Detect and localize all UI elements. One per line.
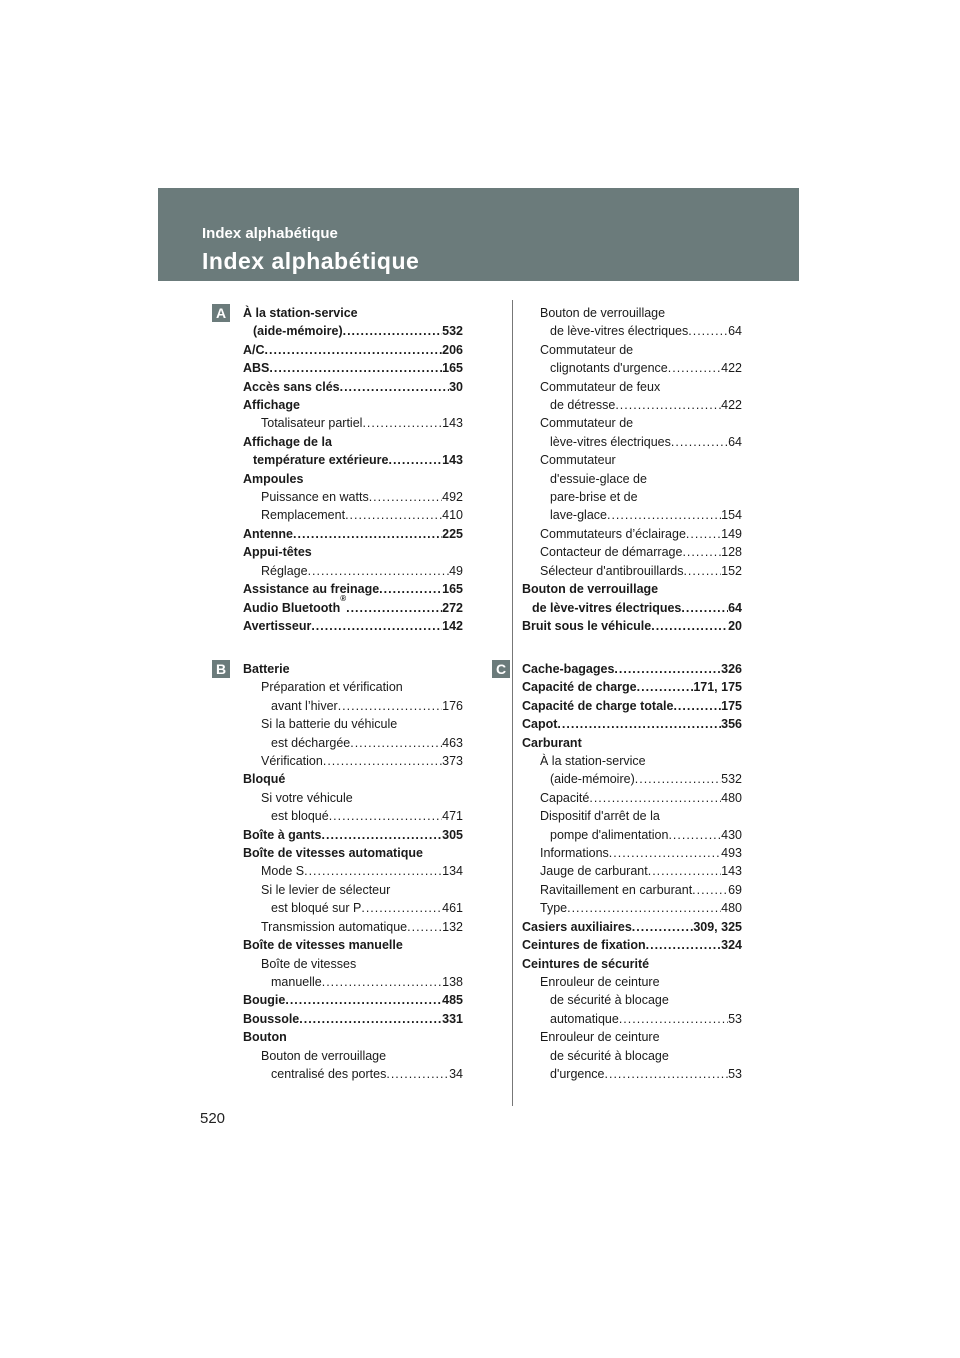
index-term: Réglage	[261, 563, 308, 578]
index-page-ref: 373	[442, 754, 463, 769]
index-term: Ceintures de sécurité	[522, 956, 650, 971]
index-entry	[243, 715, 463, 733]
index-page-ref: 69	[728, 882, 742, 897]
index-term: lave-glace	[550, 508, 607, 523]
index-term: Enrouleur de ceinture	[540, 1030, 660, 1045]
index-term: Audio Bluetooth	[243, 600, 341, 615]
leader-dots	[683, 562, 721, 580]
index-term: Si le levier de sélecteur	[261, 882, 391, 897]
leader-dots	[681, 599, 728, 617]
index-term: Informations	[540, 846, 609, 861]
index-page-ref: 532	[721, 772, 742, 787]
leader-dots	[688, 322, 728, 340]
index-term: A/C	[243, 342, 265, 357]
index-entry	[243, 826, 463, 844]
index-entry	[243, 359, 463, 377]
index-term: Bouton de verrouillage	[540, 306, 666, 320]
index-term: ABS	[243, 361, 270, 376]
index-entry	[243, 414, 463, 432]
index-page-ref: 331	[442, 1011, 463, 1026]
index-page-ref: 165	[442, 582, 463, 597]
index-entry	[522, 1065, 742, 1083]
index-entry	[243, 678, 463, 696]
index-page-ref: 64	[728, 600, 742, 615]
header-subtitle: Index alphabétique	[202, 225, 338, 242]
index-entry	[243, 1047, 463, 1065]
index-entry	[522, 543, 742, 561]
index-entry	[243, 973, 463, 991]
leader-dots	[635, 770, 721, 788]
index-term: Sélecteur d'antibrouillards	[540, 563, 684, 578]
index-term: avant l’hiver	[271, 698, 338, 713]
index-page-ref: 64	[728, 434, 742, 449]
index-term: Boîte de vitesses	[261, 956, 357, 971]
index-entry	[522, 359, 742, 377]
index-term: Ceintures de fixation	[522, 938, 646, 953]
leader-dots	[589, 789, 721, 807]
index-entry	[243, 955, 463, 973]
index-entry	[522, 660, 742, 678]
leader-dots	[343, 322, 443, 340]
index-entry	[243, 734, 463, 752]
leader-dots	[651, 617, 728, 635]
index-term: Transmission automatique	[261, 919, 408, 934]
index-page-ref: 143	[442, 453, 463, 468]
index-entry	[243, 470, 463, 488]
index-entry	[243, 918, 463, 936]
index-page-ref: 143	[721, 864, 742, 879]
index-term: Appui-têtes	[243, 545, 312, 560]
header-title: Index alphabétique	[202, 248, 420, 274]
index-page-ref: 165	[442, 361, 463, 376]
index-term: (aide-mémoire)	[550, 772, 635, 787]
index-page-ref: 471	[442, 809, 463, 824]
leader-dots	[692, 881, 728, 899]
index-term: Bruit sous le véhicule	[522, 618, 652, 633]
index-entry	[243, 697, 463, 715]
index-entry	[243, 593, 463, 617]
index-term: d'urgence	[550, 1066, 605, 1081]
leader-dots	[407, 918, 442, 936]
index-entry	[243, 506, 463, 524]
index-term: manuelle	[271, 974, 322, 989]
index-term: Boussole	[243, 1011, 300, 1026]
index-entry	[243, 991, 463, 1009]
index-page-ref: 480	[721, 790, 742, 805]
index-entry	[522, 1047, 742, 1065]
index-section-c	[522, 660, 742, 1083]
index-term: est bloqué sur P	[271, 901, 362, 916]
index-entry	[243, 433, 463, 451]
leader-dots	[605, 1065, 729, 1083]
index-entry	[522, 433, 742, 451]
leader-dots	[607, 506, 721, 524]
index-entry	[243, 525, 463, 543]
index-entry	[522, 899, 742, 917]
section-letter-c: C	[492, 660, 510, 678]
leader-dots	[308, 562, 450, 580]
index-entry	[522, 752, 742, 770]
index-entry	[522, 506, 742, 524]
index-term: Si votre véhicule	[261, 790, 353, 805]
index-term: Boîte de vitesses manuelle	[243, 938, 403, 953]
index-term: Commutateur de	[540, 416, 634, 431]
index-page-ref: 132	[442, 919, 463, 934]
index-entry	[243, 562, 463, 580]
index-entry	[522, 973, 742, 991]
index-term: (aide-mémoire)	[253, 324, 343, 339]
index-entry	[243, 451, 463, 469]
leader-dots	[285, 991, 442, 1009]
index-entry	[522, 304, 742, 322]
index-entry	[522, 936, 742, 954]
index-page-ref: 422	[721, 398, 742, 413]
leader-dots	[648, 862, 721, 880]
index-page-ref: 430	[721, 827, 742, 842]
index-entry	[522, 525, 742, 543]
index-page-ref: 138	[442, 974, 463, 989]
index-page-ref: 206	[442, 342, 463, 357]
index-entry	[522, 862, 742, 880]
index-entry	[243, 844, 463, 862]
index-term: de lève-vitres électriques	[550, 324, 689, 339]
index-entry	[522, 1028, 742, 1046]
index-entry	[522, 341, 742, 359]
index-term: Affichage de la	[243, 434, 332, 449]
index-page-ref: 272	[442, 600, 463, 615]
index-page-ref: 142	[442, 618, 463, 633]
index-term: Bloqué	[243, 772, 286, 787]
index-page-ref: 485	[442, 993, 463, 1008]
index-term: Casiers auxiliaires	[522, 919, 632, 934]
index-term: Ravitaillement en carburant	[540, 882, 693, 897]
index-entry	[522, 678, 742, 696]
index-term: de sécurité à blocage	[550, 1048, 669, 1063]
index-page-ref: 53	[728, 1011, 742, 1026]
index-page-ref: 152	[721, 563, 742, 578]
index-term: Avertisseur	[243, 618, 312, 633]
index-term-superscript: ®	[340, 593, 347, 603]
index-page-ref: 422	[721, 361, 742, 376]
index-page-ref: 326	[721, 662, 742, 676]
page-number: 520	[200, 1110, 226, 1127]
leader-dots	[386, 1065, 449, 1083]
index-term: Commutateur de feux	[540, 379, 661, 394]
index-entry	[522, 991, 742, 1009]
leader-dots	[682, 543, 721, 561]
index-term: À la station-service	[243, 306, 358, 320]
leader-dots	[269, 359, 442, 377]
index-page-ref: 34	[449, 1066, 463, 1081]
index-page-ref: 175	[721, 698, 742, 713]
index-term: Type	[540, 901, 568, 916]
index-page-ref: 20	[728, 618, 742, 633]
leader-dots	[557, 715, 721, 733]
index-term: Capacité de charge totale	[522, 698, 674, 713]
index-term: Boîte de vitesses automatique	[243, 846, 423, 861]
index-entry	[243, 936, 463, 954]
index-page-ref: 149	[721, 526, 742, 541]
index-entry	[522, 488, 742, 506]
index-entry	[522, 414, 742, 432]
index-entry	[243, 396, 463, 414]
index-page-ref: 49	[449, 563, 463, 578]
leader-dots	[311, 617, 442, 635]
index-entry	[243, 881, 463, 899]
index-term: Enrouleur de ceinture	[540, 974, 660, 989]
index-term: de détresse	[550, 398, 616, 413]
index-entry	[243, 304, 463, 322]
index-page-ref: 128	[721, 545, 742, 560]
leader-dots	[265, 341, 443, 359]
index-entry	[522, 378, 742, 396]
index-entry	[522, 470, 742, 488]
leader-dots	[686, 525, 721, 543]
leader-dots	[646, 936, 722, 954]
index-entry	[522, 1010, 742, 1028]
index-term: Jauge de carburant	[540, 864, 648, 879]
index-page-ref: 53	[728, 1066, 742, 1081]
index-term: Bouton de verrouillage	[522, 582, 659, 597]
leader-dots	[299, 1010, 442, 1028]
index-term: Accès sans clés	[243, 379, 340, 394]
index-term: Dispositif d'arrêt de la	[540, 809, 660, 824]
leader-dots	[345, 506, 442, 524]
index-term: Bouton	[243, 1030, 287, 1045]
section-letter-b: B	[212, 660, 230, 678]
index-page-ref: 532	[442, 324, 463, 339]
index-entry	[243, 341, 463, 359]
index-term: Carburant	[522, 735, 582, 750]
index-term: température extérieure	[253, 453, 389, 468]
index-term: Capacité de charge	[522, 680, 637, 695]
index-entry	[522, 562, 742, 580]
index-term: Commutateur	[540, 453, 616, 468]
index-term: Puissance en watts	[261, 490, 369, 505]
index-term: Capot	[522, 717, 558, 732]
leader-dots	[388, 451, 442, 469]
index-term: Capacité	[540, 790, 590, 805]
leader-dots	[293, 525, 442, 543]
leader-dots	[668, 826, 721, 844]
index-entry	[522, 826, 742, 844]
index-entry	[522, 617, 742, 635]
index-entry	[243, 862, 463, 880]
leader-dots	[340, 378, 449, 396]
index-entry	[243, 789, 463, 807]
index-entry	[243, 770, 463, 788]
index-entry	[522, 580, 742, 598]
section-letter-a: A	[212, 304, 230, 322]
index-entry	[243, 617, 463, 635]
leader-dots	[673, 697, 721, 715]
index-page-ref: 461	[442, 901, 463, 916]
index-page-ref: 143	[442, 416, 463, 431]
index-section-a	[243, 304, 463, 635]
index-term: Ampoules	[243, 471, 304, 486]
index-entry	[522, 881, 742, 899]
index-page-ref: 309, 325	[693, 919, 742, 934]
leader-dots	[338, 697, 442, 715]
index-entry	[243, 322, 463, 340]
page-header	[158, 188, 799, 281]
index-entry	[243, 752, 463, 770]
index-term: Assistance au freinage	[243, 582, 380, 597]
index-entry	[243, 807, 463, 825]
index-page-ref: 356	[721, 717, 742, 732]
leader-dots	[609, 844, 721, 862]
index-entry	[522, 451, 742, 469]
index-entry	[522, 599, 742, 617]
index-entry	[243, 488, 463, 506]
index-entry	[522, 734, 742, 752]
index-page-ref: 463	[442, 735, 463, 750]
index-entry	[243, 580, 463, 598]
index-page-ref: 64	[728, 324, 742, 339]
index-term: Vérification	[261, 754, 323, 769]
leader-dots	[362, 414, 442, 432]
index-term: Batterie	[243, 662, 290, 676]
index-page-ref: 480	[721, 901, 742, 916]
index-entry	[522, 322, 742, 340]
index-page-ref: 154	[721, 508, 742, 523]
index-page-ref: 493	[721, 846, 742, 861]
index-term: Contacteur de démarrage	[540, 545, 683, 560]
index-term: pare-brise et de	[550, 490, 638, 505]
leader-dots	[350, 734, 442, 752]
index-entry	[243, 1028, 463, 1046]
leader-dots	[323, 752, 442, 770]
leader-dots	[369, 488, 442, 506]
index-term: de sécurité à blocage	[550, 993, 669, 1008]
leader-dots	[671, 433, 728, 451]
index-entry	[243, 660, 463, 678]
leader-dots	[361, 899, 442, 917]
index-page-ref: 171, 175	[693, 680, 742, 695]
leader-dots	[615, 396, 721, 414]
index-entry	[522, 789, 742, 807]
leader-dots	[322, 826, 443, 844]
leader-dots	[329, 807, 442, 825]
index-entry	[522, 918, 742, 936]
index-term: Si la batterie du véhicule	[261, 717, 398, 732]
index-entry	[522, 955, 742, 973]
index-term: Bouton de verrouillage	[261, 1048, 387, 1063]
index-term: est bloqué	[271, 809, 329, 824]
index-term: Affichage	[243, 398, 300, 413]
index-page-ref: 225	[442, 526, 463, 541]
leader-dots	[346, 599, 442, 617]
leader-dots	[668, 359, 721, 377]
index-term: Commutateur de	[540, 342, 634, 357]
index-entry	[243, 543, 463, 561]
index-entry	[522, 807, 742, 825]
leader-dots	[304, 862, 442, 880]
leader-dots	[619, 1010, 728, 1028]
index-term: Préparation et vérification	[261, 680, 403, 695]
index-term: Boîte à gants	[243, 827, 322, 842]
index-term: centralisé des portes	[271, 1066, 387, 1081]
leader-dots	[322, 973, 442, 991]
index-term: Commutateurs d’éclairage	[540, 526, 686, 541]
leader-dots	[632, 918, 694, 936]
index-term: Antenne	[243, 526, 293, 541]
index-term: lève-vitres électriques	[550, 434, 671, 449]
leader-dots	[379, 580, 442, 598]
index-entry	[522, 770, 742, 788]
index-section-b	[243, 660, 463, 1083]
index-term: Totalisateur partiel	[261, 416, 363, 431]
index-term: Bougie	[243, 993, 286, 1008]
index-term: pompe d'alimentation	[550, 827, 669, 842]
index-term: Mode S	[261, 864, 305, 879]
leader-dots	[637, 678, 694, 696]
index-page-ref: 176	[442, 698, 463, 713]
column-divider	[512, 300, 513, 1106]
index-term: de lève-vitres électriques	[532, 600, 682, 615]
index-entry	[522, 697, 742, 715]
index-term: d'essuie-glace de	[550, 471, 647, 486]
index-term: À la station-service	[540, 754, 646, 769]
index-page-ref: 492	[442, 490, 463, 505]
index-page-ref: 134	[442, 864, 463, 879]
index-term: clignotants d'urgence	[550, 361, 668, 376]
index-term: automatique	[550, 1011, 619, 1026]
index-entry	[243, 899, 463, 917]
index-term: est déchargée	[271, 735, 351, 750]
leader-dots	[614, 660, 721, 678]
index-page-ref: 410	[442, 508, 463, 523]
leader-dots	[567, 899, 721, 917]
index-section-b-continued	[522, 304, 742, 635]
index-page-ref: 324	[721, 938, 742, 953]
index-term: Remplacement	[261, 508, 346, 523]
index-entry	[522, 715, 742, 733]
index-entry	[522, 844, 742, 862]
index-page-ref: 30	[449, 379, 463, 394]
index-entry	[243, 1010, 463, 1028]
index-entry	[243, 1065, 463, 1083]
index-entry	[522, 396, 742, 414]
index-entry	[243, 378, 463, 396]
index-page-ref: 305	[442, 827, 463, 842]
index-term: Cache-bagages	[522, 662, 615, 676]
